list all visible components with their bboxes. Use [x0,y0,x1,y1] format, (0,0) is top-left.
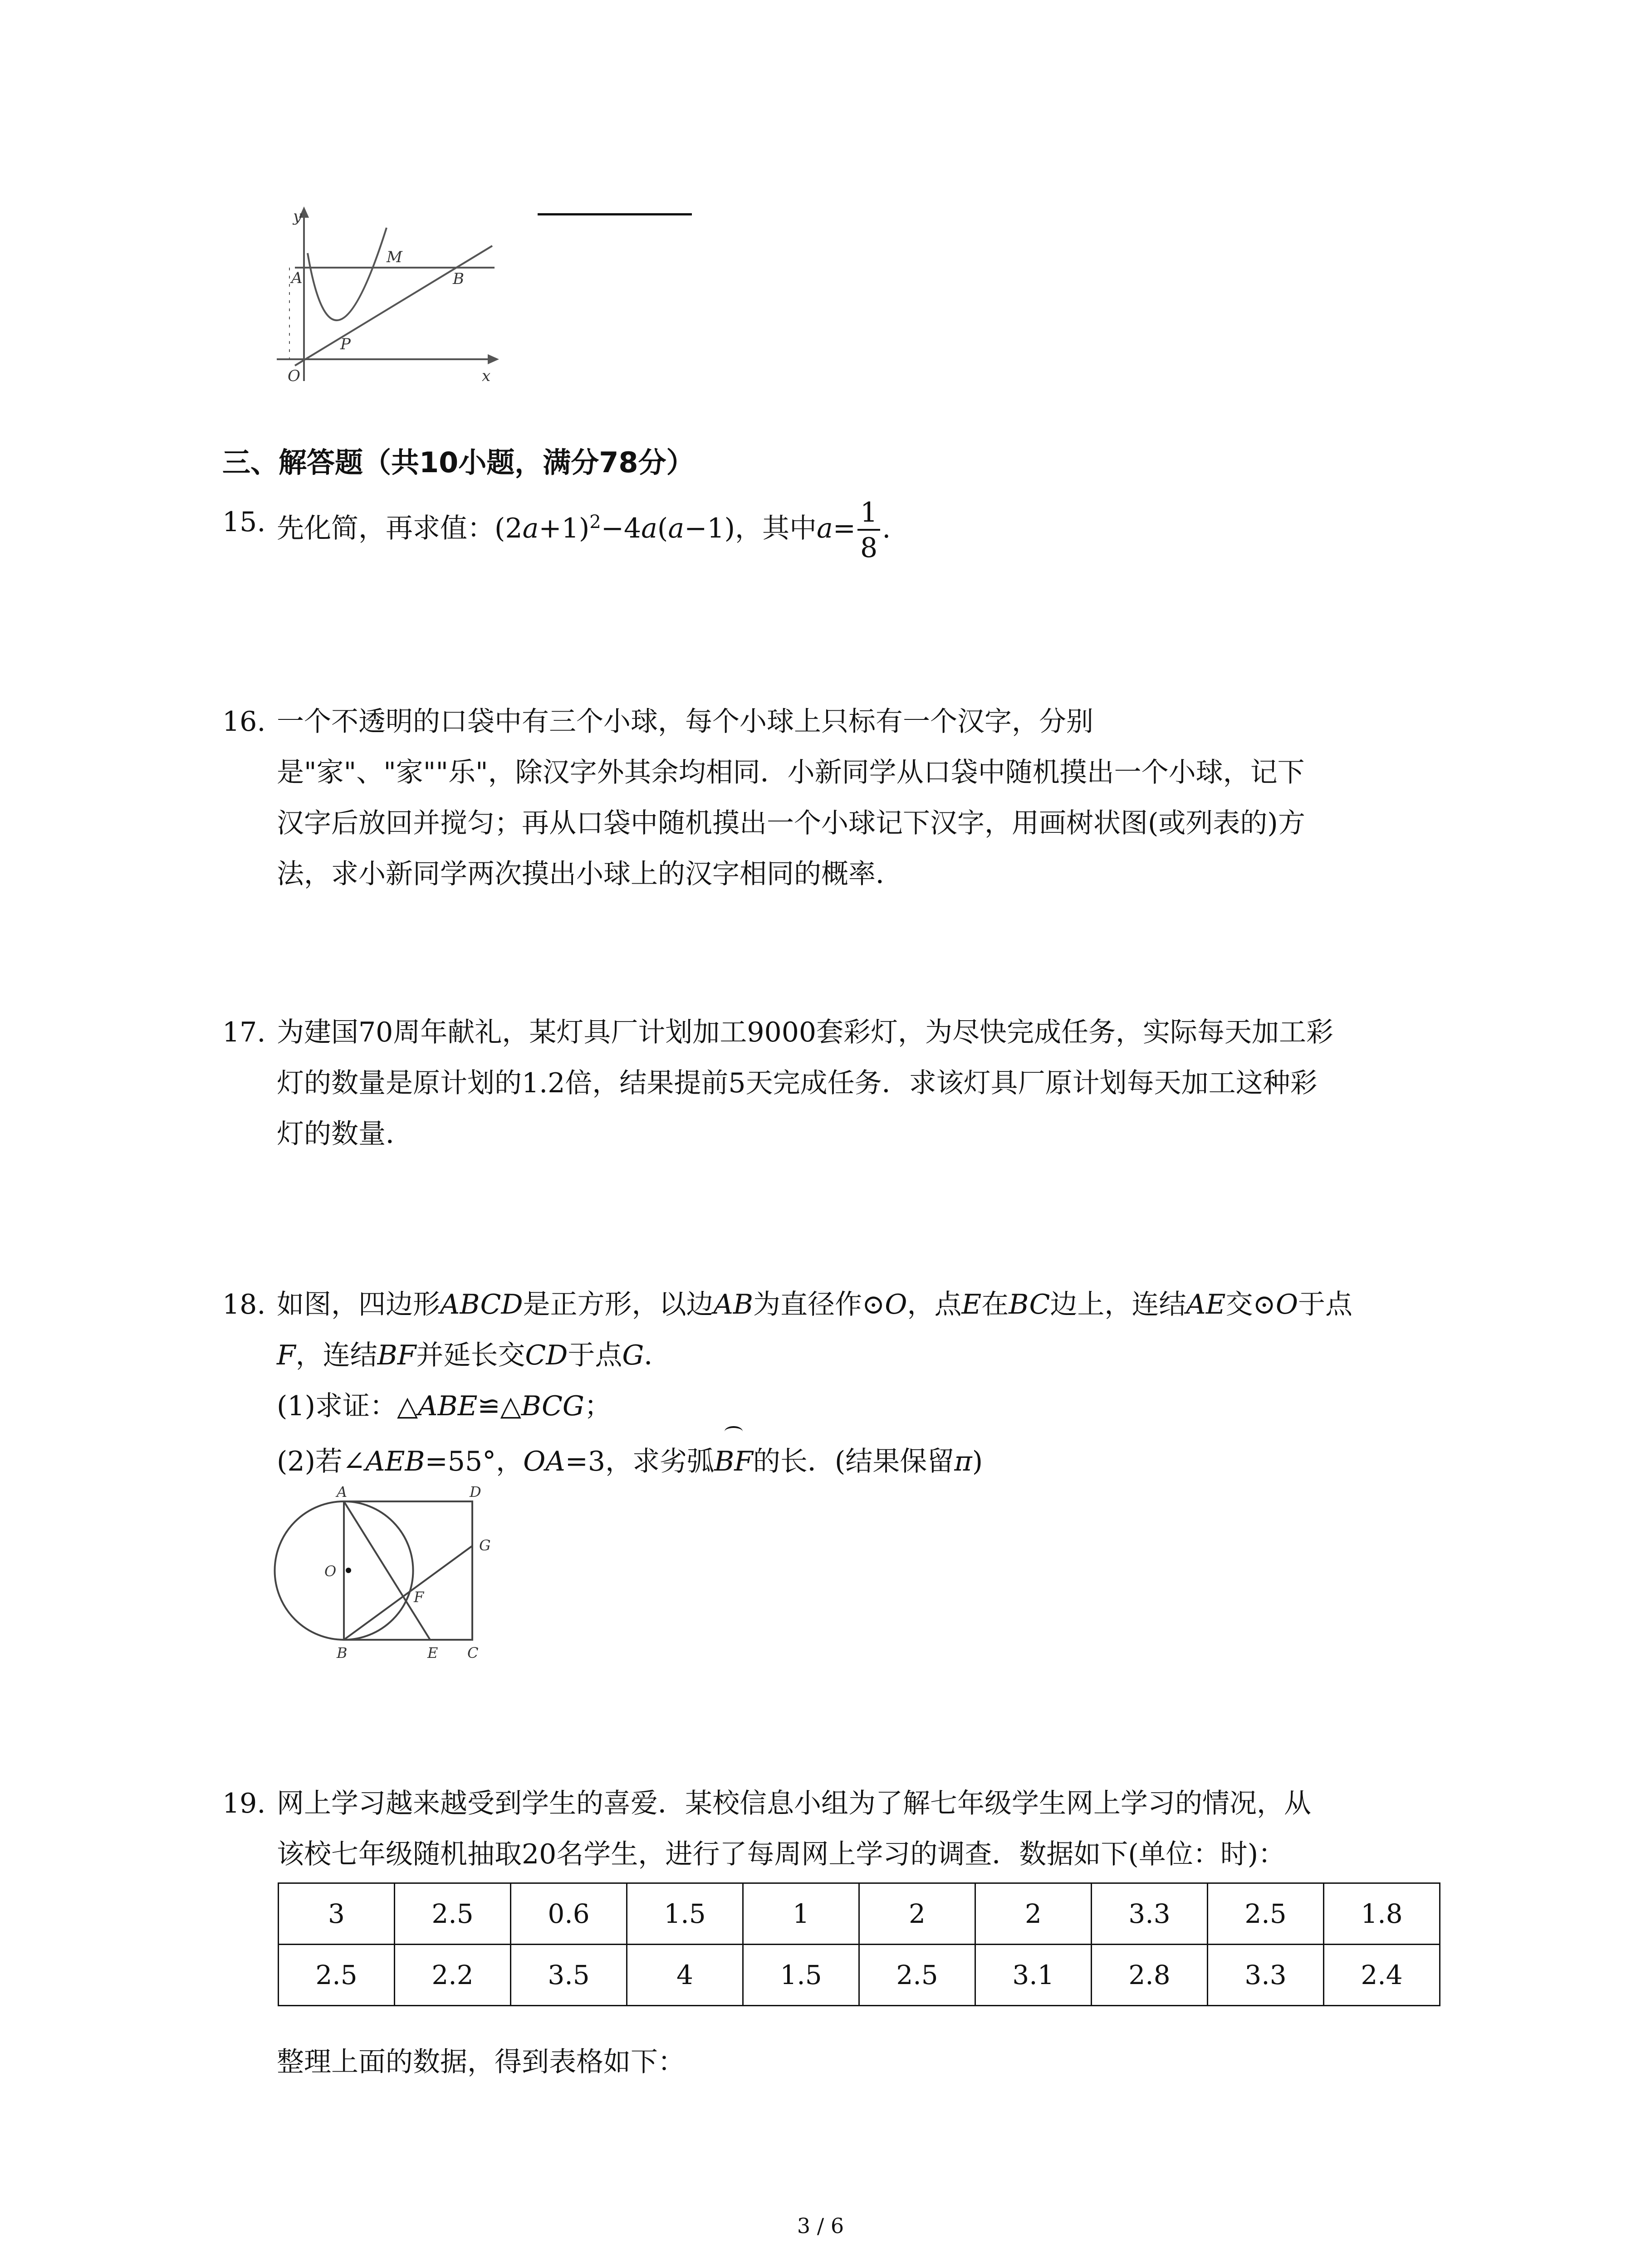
table-cell: 4 [627,1945,743,2006]
table-cell: 2 [859,1883,975,1945]
question-number: 17. [222,1017,266,1048]
label-m: M [387,248,402,266]
question-number: 18. [222,1289,266,1320]
table-cell: 2.5 [1208,1883,1324,1945]
table-cell: 2.5 [279,1945,395,2006]
label-p: P [340,335,351,353]
q18-part-1: (1)求证：△ABE≌△BCG； [277,1390,612,1422]
table-cell: 0.6 [511,1883,627,1945]
q19-line: 网上学习越来越受到学生的喜爱．某校信息小组为了解七年级学生网上学习的情况，从 [277,1788,1311,1819]
answer-blank-line [538,213,692,215]
table-cell: 3.5 [511,1945,627,2006]
table-cell: 2.8 [1092,1945,1208,2006]
label-g: G [479,1537,491,1554]
q17-line: 灯的数量是原计划的1.2倍，结果提前5天完成任务．求该灯具厂原计划每天加工这种彩 [277,1067,1318,1099]
question-number: 16. [222,706,266,738]
table-cell: 2.5 [395,1883,511,1945]
page-number: 3 / 6 [797,2214,844,2238]
table-cell: 3 [279,1883,395,1945]
table-cell: 2.2 [395,1945,511,2006]
table-cell: 3.3 [1092,1883,1208,1945]
q18-part-2: (2)若∠AEB=55°，OA=3，求劣弧BF的长．(结果保留π) [277,1436,1456,1487]
center-dot [346,1568,351,1573]
after-table-text: 整理上面的数据，得到表格如下： [277,2046,685,2078]
table-cell: 1.5 [743,1945,859,2006]
q16-line: 一个不透明的口袋中有三个小球，每个小球上只标有一个汉字，分别 [277,706,1093,738]
q15-text: 先化简，再求值：$(2a+1)^2-4a(a-1)$，其中a= $\frac{1}{8}$ . [277,497,891,564]
label-o: O [324,1563,337,1580]
table-cell: 2 [975,1883,1092,1945]
table-cell: 1.5 [627,1883,743,1945]
label-a: A [291,269,303,287]
table-cell: 2.5 [859,1945,975,2006]
q16-line: 法，求小新同学两次摸出小球上的汉字相同的概率． [277,858,903,890]
square-circle-figure [268,1483,513,1674]
q19-line: 该校七年级随机抽取20名学生，进行了每周网上学习的调查．数据如下(单位：时)： [277,1838,1286,1870]
label-x: x [482,367,491,385]
table-cell: 1 [743,1883,859,1945]
label-b: B [453,270,464,288]
parabola-figure [268,200,522,390]
q18-line-2: F，连结BF并延长交CD于点G． [277,1339,671,1371]
q17-line: 为建国70周年献礼，某灯具厂计划加工9000套彩灯，为尽快完成任务，实际每天加工彩 [277,1017,1334,1048]
table-row [279,1945,1440,2006]
question-number: 19. [222,1788,266,1819]
q16-line: 汉字后放回并搅匀；再从口袋中随机摸出一个小球记下汉字，用画树状图(或列表的)方 [277,807,1305,839]
q17-line: 灯的数量． [277,1118,413,1150]
question-number: 15. [222,506,266,538]
q16-line: 是"家"、"家""乐"，除汉字外其余均相同．小新同学从口袋中随机摸出一个小球，记下 [277,757,1305,788]
data-table [278,1882,1440,2006]
section-title: 三、解答题（共10小题，满分78分） [222,446,695,479]
table-cell: 3.1 [975,1945,1092,2006]
q18-line-1: 如图，四边形ABCD是正方形，以边AB为直径作⊙O，点E在BC边上，连结AE交⊙O于点 [277,1289,1353,1320]
label-o: O [288,367,300,385]
label-y: y [293,207,302,225]
label-a: A [337,1483,348,1501]
label-d: D [470,1483,481,1501]
label-e: E [427,1644,438,1662]
table-row [279,1883,1440,1945]
table-cell: 3.3 [1208,1945,1324,2006]
label-f: F [414,1589,424,1606]
table-cell: 1.8 [1324,1883,1440,1945]
label-b: B [337,1644,348,1662]
label-c: C [467,1644,479,1662]
arc-bf: BF [714,1436,753,1487]
table-cell: 2.4 [1324,1945,1440,2006]
fraction: $\frac{1}{8}$ [857,499,880,562]
